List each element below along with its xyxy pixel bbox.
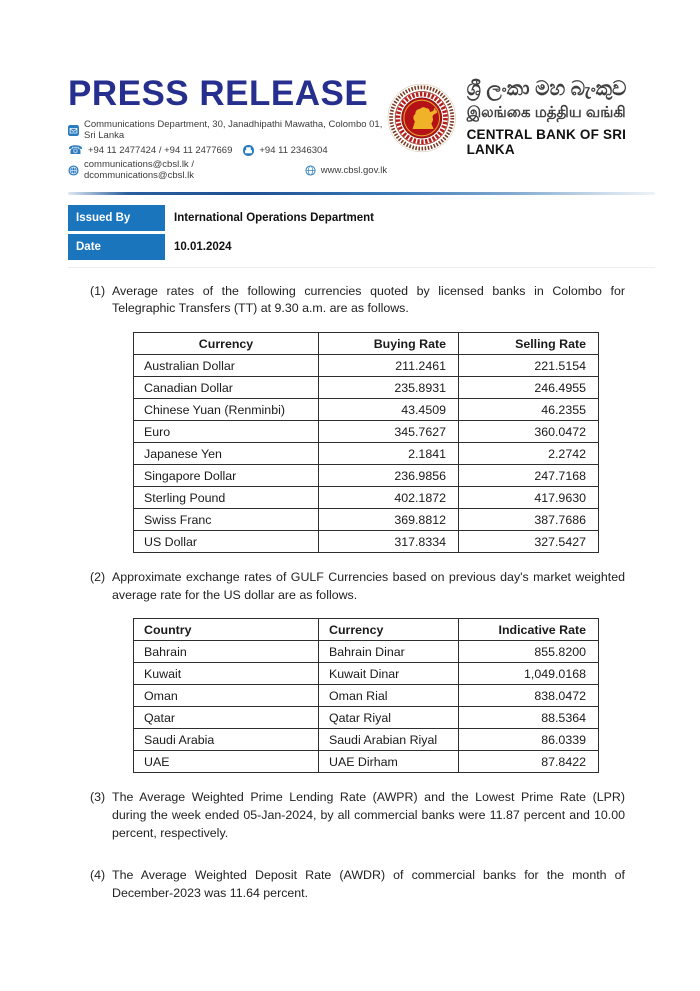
paragraph-3 [90, 789, 625, 843]
paragraph-2 [90, 569, 625, 605]
indicative-rate: 87.8422 [459, 751, 599, 773]
country-name: UAE [134, 751, 319, 773]
table-row [134, 641, 599, 663]
currency-name: Japanese Yen [134, 443, 319, 465]
table-row [134, 509, 599, 531]
currency-name: Singapore Dollar [134, 465, 319, 487]
table-row [134, 751, 599, 773]
paragraph-1 [90, 283, 625, 319]
table-row [134, 421, 599, 443]
indicative-rate: 855.8200 [459, 641, 599, 663]
bank-name-tamil: இலங்கை மத்திய வங்கி [466, 104, 626, 121]
bank-name-sinhala: ශ්‍රී ලංකා මහ බැංකුව [466, 78, 627, 100]
table-row [134, 663, 599, 685]
col-header-selling-rate: Selling Rate [459, 333, 599, 355]
table-header-row [134, 619, 599, 641]
gulf-rates-table [133, 618, 599, 773]
buying-rate: 369.8812 [319, 509, 459, 531]
paragraph-2-number: (2) [90, 570, 106, 585]
currency-name: Qatar Riyal [319, 707, 459, 729]
table-row [134, 355, 599, 377]
issued-by-row [68, 205, 655, 231]
date-label: Date [68, 234, 165, 260]
selling-rate: 360.0472 [459, 421, 599, 443]
table-row [134, 487, 599, 509]
phone-fax-line [68, 145, 387, 156]
issued-by-value: International Operations Department [174, 211, 375, 224]
selling-rate: 246.4955 [459, 377, 599, 399]
paragraph-4-number: (4) [90, 868, 106, 883]
country-name: Bahrain [134, 641, 319, 663]
paragraph-1-number: (1) [90, 283, 106, 298]
email-addresses: communications@cbsl.lk / dcommunications@cbsl.lk [84, 159, 194, 181]
date-row [68, 234, 655, 260]
paragraph-2-text: Approximate exchange rates of GULF Currencies based on previous day's market weighted average rate for the US dollar are as follows. [112, 570, 625, 603]
paragraph-4 [90, 867, 625, 903]
currency-name: Chinese Yuan (Renminbi) [134, 399, 319, 421]
selling-rate: 327.5427 [459, 531, 599, 553]
paragraph-4-text: The Average Weighted Deposit Rate (AWDR) of commercial banks for the month of December-2023 was 11.64 percent. [112, 868, 625, 901]
website-globe-icon [305, 165, 316, 176]
country-name: Qatar [134, 707, 319, 729]
table-row [134, 729, 599, 751]
table-row [134, 531, 599, 553]
issued-by-label: Issued By [68, 205, 165, 231]
currency-name: Australian Dollar [134, 355, 319, 377]
phone-icon: ☎ [68, 143, 83, 157]
col-header-indicative-rate: Indicative Rate [459, 619, 599, 641]
phone-numbers: +94 11 2477424 / +94 11 2477669 [87, 144, 233, 156]
paragraph-1-text: Average rates of the following currencies quoted by licensed banks in Colombo for Telegraphic Transfers (TT) at 9.30 a.m. are as follows. [112, 283, 625, 316]
selling-rate: 387.7686 [459, 509, 599, 531]
meta-divider [68, 267, 655, 268]
contact-block [68, 119, 387, 181]
selling-rate: 2.2742 [459, 443, 599, 465]
bank-identity [387, 78, 655, 157]
central-bank-seal [387, 79, 456, 157]
col-header-currency: Currency [319, 619, 459, 641]
masthead [68, 76, 387, 185]
bank-name-english: CENTRAL BANK OF SRI LANKA [466, 127, 627, 157]
email-web-line [68, 159, 387, 181]
selling-rate: 247.7168 [459, 465, 599, 487]
currency-name: US Dollar [134, 531, 319, 553]
table-row [134, 377, 599, 399]
website-url: www.cbsl.gov.lk [320, 164, 388, 176]
table-row [134, 707, 599, 729]
header-divider [68, 192, 655, 195]
table-row [134, 399, 599, 421]
buying-rate: 211.2461 [319, 355, 459, 377]
col-header-buying-rate: Buying Rate [319, 333, 459, 355]
indicative-rate: 86.0339 [459, 729, 599, 751]
press-release-title: PRESS RELEASE [68, 74, 369, 113]
buying-rate: 2.1841 [319, 443, 459, 465]
indicative-rate: 88.5364 [459, 707, 599, 729]
currency-name: Oman Rial [319, 685, 459, 707]
currency-name: Kuwait Dinar [319, 663, 459, 685]
currency-name: Sterling Pound [134, 487, 319, 509]
date-value: 10.01.2024 [174, 240, 232, 253]
currency-name: Canadian Dollar [134, 377, 319, 399]
selling-rate: 221.5154 [459, 355, 599, 377]
paragraph-3-number: (3) [90, 790, 106, 805]
indicative-rate: 838.0472 [459, 685, 599, 707]
currency-name: Saudi Arabian Riyal [319, 729, 459, 751]
buying-rate: 402.1872 [319, 487, 459, 509]
selling-rate: 46.2355 [459, 399, 599, 421]
table-row [134, 685, 599, 707]
issue-metadata [68, 205, 655, 260]
tt-rates-table [133, 332, 599, 553]
indicative-rate: 1,049.0168 [459, 663, 599, 685]
currency-name: Euro [134, 421, 319, 443]
col-header-country: Country [134, 619, 319, 641]
currency-name: Bahrain Dinar [319, 641, 459, 663]
buying-rate: 235.8931 [319, 377, 459, 399]
fax-number: +94 11 2346304 [259, 144, 328, 156]
address-line [68, 119, 387, 141]
table-row [134, 443, 599, 465]
currency-name: Swiss Franc [134, 509, 319, 531]
bank-names [467, 78, 655, 157]
email-globe-icon [68, 165, 79, 176]
paragraph-3-text: The Average Weighted Prime Lending Rate (AWPR) and the Lowest Prime Rate (LPR) during the week ended 05-Jan-2024, by all commercial banks were 11.87 percent and 10.00 percent, respectively. [112, 790, 625, 841]
buying-rate: 43.4509 [319, 399, 459, 421]
envelope-icon [68, 125, 79, 136]
table-header-row [134, 333, 599, 355]
buying-rate: 236.9856 [319, 465, 459, 487]
col-header-currency: Currency [134, 333, 319, 355]
fax-icon [243, 145, 254, 156]
address-text: Communications Department, 30, Janadhipathi Mawatha, Colombo 01, Sri Lanka [84, 119, 383, 141]
table-row [134, 465, 599, 487]
document-header [68, 76, 655, 185]
currency-name: UAE Dirham [319, 751, 459, 773]
buying-rate: 317.8334 [319, 531, 459, 553]
buying-rate: 345.7627 [319, 421, 459, 443]
country-name: Kuwait [134, 663, 319, 685]
selling-rate: 417.9630 [459, 487, 599, 509]
country-name: Saudi Arabia [134, 729, 319, 751]
country-name: Oman [134, 685, 319, 707]
